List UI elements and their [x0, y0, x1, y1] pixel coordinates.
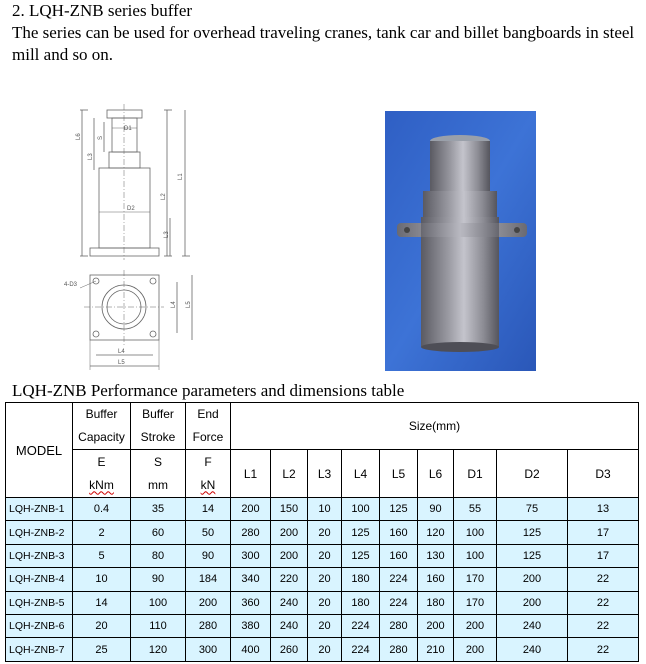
param-unit-stroke: S mm — [131, 450, 186, 498]
table-cell: 180 — [418, 591, 454, 614]
table-cell: 22 — [568, 568, 639, 591]
performance-table — [5, 402, 639, 662]
table-cell: 50 — [186, 521, 231, 544]
table-row — [6, 614, 639, 637]
technical-drawing — [52, 100, 222, 375]
table-cell: 10 — [308, 498, 342, 521]
table-cell: 180 — [342, 591, 380, 614]
table-cell: 300 — [231, 544, 271, 567]
label-l3: L3 — [164, 231, 170, 238]
table-row — [6, 521, 639, 544]
table-cell: 22 — [568, 638, 639, 661]
table-cell: 224 — [380, 568, 418, 591]
piston-rod — [430, 141, 490, 191]
table-cell: 110 — [131, 614, 186, 637]
table-cell: 280 — [380, 614, 418, 637]
section-heading: 2. LQH-ZNB series buffer — [12, 1, 193, 20]
param-header-force: End Force — [186, 403, 231, 450]
table-cell: 280 — [231, 521, 271, 544]
table-cell: 17 — [568, 521, 639, 544]
table-cell: 170 — [454, 591, 497, 614]
table-cell: 22 — [568, 614, 639, 637]
flange-outline — [90, 248, 159, 256]
table-cell: 125 — [380, 498, 418, 521]
table-cell: 160 — [380, 544, 418, 567]
table-cell: 100 — [454, 544, 497, 567]
table-cell: 20 — [308, 544, 342, 567]
label-l5-side: L5 — [186, 301, 192, 308]
table-cell: 20 — [308, 614, 342, 637]
dim-header: D2 — [497, 450, 568, 498]
model-cell: LQH-ZNB-1 — [6, 498, 73, 521]
table-cell: 20 — [73, 614, 131, 637]
table-cell: 200 — [454, 614, 497, 637]
label-l1: L1 — [178, 173, 184, 180]
table-cell: 224 — [380, 591, 418, 614]
table-cell: 340 — [231, 568, 271, 591]
model-cell: LQH-ZNB-3 — [6, 544, 73, 567]
table-cell: 60 — [131, 521, 186, 544]
label-l4-side: L4 — [171, 301, 177, 308]
table-cell: 120 — [131, 638, 186, 661]
label-l3-top: L3 — [88, 153, 94, 160]
table-cell: 22 — [568, 591, 639, 614]
table-cell: 17 — [568, 544, 639, 567]
buffer-photo — [385, 111, 536, 371]
label-l5: L5 — [118, 360, 125, 366]
table-body — [6, 498, 639, 662]
model-cell: LQH-ZNB-7 — [6, 638, 73, 661]
dim-header: D1 — [454, 450, 497, 498]
model-header: MODEL — [6, 403, 73, 498]
table-row — [6, 544, 639, 567]
table-cell: 0.4 — [73, 498, 131, 521]
table-row — [6, 591, 639, 614]
label-l4: L4 — [118, 349, 125, 355]
table-cell: 90 — [131, 568, 186, 591]
table-cell: 160 — [380, 521, 418, 544]
table-cell: 150 — [271, 498, 308, 521]
table-cell: 200 — [497, 591, 568, 614]
label-s: S — [98, 135, 104, 140]
param-header-capacity: Buffer Capacity — [73, 403, 131, 450]
table-cell: 25 — [73, 638, 131, 661]
table-cell: 184 — [186, 568, 231, 591]
table-caption: LQH-ZNB Performance parameters and dimensions table — [12, 381, 405, 400]
label-l2: L2 — [161, 193, 167, 200]
table-row — [6, 568, 639, 591]
table-cell: 14 — [186, 498, 231, 521]
body-outline — [99, 168, 150, 248]
dim-header: D3 — [568, 450, 639, 498]
table-cell: 90 — [186, 544, 231, 567]
table-cell: 170 — [454, 568, 497, 591]
table-cell: 280 — [186, 614, 231, 637]
table-cell: 5 — [73, 544, 131, 567]
table-cell: 220 — [271, 568, 308, 591]
model-cell: LQH-ZNB-4 — [6, 568, 73, 591]
table-cell: 360 — [231, 591, 271, 614]
size-header: Size(mm) — [231, 403, 639, 450]
table-cell: 240 — [271, 614, 308, 637]
table-cell: 100 — [342, 498, 380, 521]
table-cell: 125 — [497, 521, 568, 544]
table-cell: 200 — [271, 544, 308, 567]
dim-header: L4 — [342, 450, 380, 498]
table-cell: 125 — [497, 544, 568, 567]
label-holes: 4-D3 — [64, 282, 78, 288]
label-l6: L6 — [76, 133, 82, 140]
label-d1: D1 — [124, 126, 132, 132]
table-cell: 125 — [342, 544, 380, 567]
collar — [423, 191, 497, 219]
model-cell: LQH-ZNB-2 — [6, 521, 73, 544]
collar-outline — [109, 152, 140, 168]
table-cell: 210 — [418, 638, 454, 661]
table-cell: 20 — [308, 591, 342, 614]
table-row — [6, 638, 639, 661]
table-cell: 380 — [231, 614, 271, 637]
table-cell: 20 — [308, 521, 342, 544]
table-cell: 120 — [418, 521, 454, 544]
table-cell: 160 — [418, 568, 454, 591]
table-cell: 35 — [131, 498, 186, 521]
table-cell: 200 — [418, 614, 454, 637]
table-cell: 224 — [342, 614, 380, 637]
dim-header: L2 — [271, 450, 308, 498]
model-cell: LQH-ZNB-5 — [6, 591, 73, 614]
table-cell: 260 — [271, 638, 308, 661]
table-cell: 80 — [131, 544, 186, 567]
table-cell: 55 — [454, 498, 497, 521]
series-description: The series can be used for overhead traveling cranes, tank car and billet bangboards in steel mill and so on. — [12, 23, 635, 64]
table-cell: 20 — [308, 568, 342, 591]
dim-header: L6 — [418, 450, 454, 498]
table-cell: 200 — [186, 591, 231, 614]
table-cell: 180 — [342, 568, 380, 591]
param-unit-force: F kN — [186, 450, 231, 498]
model-cell: LQH-ZNB-6 — [6, 614, 73, 637]
table-cell: 10 — [73, 568, 131, 591]
table-cell: 13 — [568, 498, 639, 521]
table-cell: 20 — [308, 638, 342, 661]
table-cell: 200 — [271, 521, 308, 544]
table-cell: 240 — [271, 591, 308, 614]
label-d2: D2 — [127, 206, 135, 212]
rod-outline — [112, 118, 137, 152]
dim-header: L5 — [380, 450, 418, 498]
table-cell: 240 — [497, 614, 568, 637]
table-row — [6, 498, 639, 521]
table-cell: 2 — [73, 521, 131, 544]
dim-header: L3 — [308, 450, 342, 498]
table-cell: 100 — [454, 521, 497, 544]
table-cell: 90 — [418, 498, 454, 521]
table-cell: 224 — [342, 638, 380, 661]
table-cell: 130 — [418, 544, 454, 567]
table-cell: 300 — [186, 638, 231, 661]
table-cell: 125 — [342, 521, 380, 544]
table-cell: 200 — [497, 568, 568, 591]
table-cell: 400 — [231, 638, 271, 661]
table-cell: 200 — [454, 638, 497, 661]
param-unit-capacity: E kNm — [73, 450, 131, 498]
table-cell: 14 — [73, 591, 131, 614]
table-cell: 100 — [131, 591, 186, 614]
table-cell: 75 — [497, 498, 568, 521]
param-header-stroke: Buffer Stroke — [131, 403, 186, 450]
table-cell: 280 — [380, 638, 418, 661]
cap-outline — [107, 110, 142, 118]
table-cell: 200 — [231, 498, 271, 521]
dim-header: L1 — [231, 450, 271, 498]
table-cell: 240 — [497, 638, 568, 661]
